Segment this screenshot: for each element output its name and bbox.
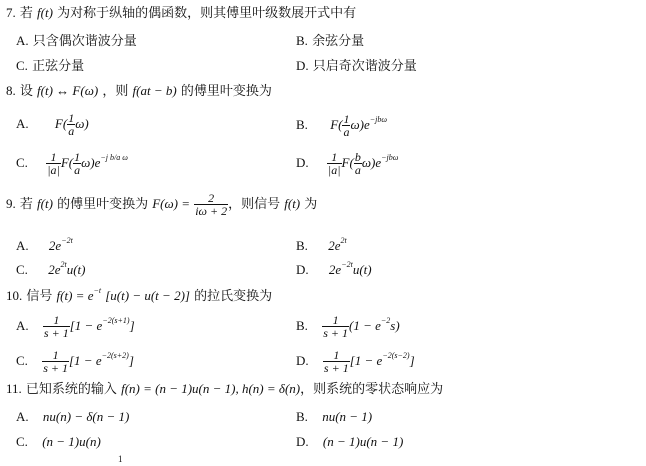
q8c-coef: $\frac{1}{|a|}$ — [47, 150, 60, 177]
q11-number: 11. — [6, 381, 22, 396]
q8-option-b: B. F( $\frac{1}{a}$ $\omega)e^{-jb\omega}$ — [296, 112, 388, 139]
q10-option-d: D. $\frac{1}{s + 1}$ $[1 - e^{-2(s-2)}]$ — [296, 348, 415, 375]
q10-stem: 10. 信号 $f(t) = e^{-t}$ [u(t) − u(t − 2)] 的拉氏变换为 — [6, 286, 273, 304]
q7-option-d: D. 只启奇次谐波分量 — [296, 58, 417, 74]
q10-option-b: B. $\frac{1}{s + 1}$ $(1 - e^{-2}s)$ — [296, 313, 400, 340]
q8b-fraction: $\frac{1}{a}$ — [343, 112, 350, 139]
q8a-fraction: $\frac{1}{a}$ — [68, 111, 75, 138]
q11-option-d: D. (n − 1)u(n − 1) — [296, 434, 404, 449]
q9-fraction: $\frac{2}{i\omega + 2}$ — [195, 191, 228, 218]
q10-option-a: A. $\frac{1}{s + 1}$ $[1 - e^{-2(s+1)}]$ — [16, 313, 135, 340]
q8-option-c: C. $\frac{1}{|a|}$ F( $\frac{1}{a}$ $\omega)e^{-j b/a \omega}$ — [16, 150, 128, 177]
q8-option-a: A. F( $\frac{1}{a}$ ω) — [16, 111, 89, 138]
q8d-fraction: $\frac{b}{a}$ — [354, 150, 361, 177]
q7-option-c: C. 正弦分量 — [16, 58, 85, 74]
q8-number: 8. — [6, 83, 16, 98]
q9-option-c: C. $2e^{2t}u(t)$ — [16, 260, 86, 277]
q9-option-a: A. $2e^{-2t}$ — [16, 236, 73, 253]
q8-option-d: D. $\frac{1}{|a|}$ F( $\frac{b}{a}$ $\omega)e^{-jb\omega}$ — [296, 150, 399, 177]
q10b-fraction: $\frac{1}{s + 1}$ — [323, 313, 348, 340]
q11-option-a: A. nu(n) − δ(n − 1) — [16, 409, 130, 424]
q9-stem: 9. 若 f(t) 的傅里叶变换为 F(ω) = $\frac{2}{i\omega + 2}$ ，则信号 f(t) 为 — [6, 191, 318, 218]
q10d-fraction: $\frac{1}{s + 1}$ — [323, 348, 349, 375]
q7-stem: 7. 若 f(t) 为对称于纵轴的偶函数，则其傅里叶级数展开式中有 — [6, 5, 357, 21]
q10-option-c: C. $\frac{1}{s + 1}$ $[1 - e^{-2(s+2)}]$ — [16, 348, 134, 375]
q7-number: 7. — [6, 5, 16, 20]
q9-option-d: D. $2e^{-2t}u(t)$ — [296, 260, 372, 277]
q11-option-b: B. nu(n − 1) — [296, 409, 373, 424]
q11-stem: 11. 已知系统的输入 f(n) = (n − 1)u(n − 1), h(n) = δ(n)，则系统的零状态响应为 — [6, 381, 444, 397]
q9-option-b: B. $2e^{2t}$ — [296, 236, 347, 253]
q8-stem: 8. 设 f(t) ↔ F(ω) ，则 f(at − b) 的傅里叶变换为 — [6, 83, 272, 99]
page-number: 1 — [118, 454, 123, 464]
q8d-coef: $\frac{1}{|a|}$ — [327, 150, 341, 177]
q11-option-c: C. (n − 1)u(n) — [16, 434, 101, 449]
q7-option-b: B. 余弦分量 — [296, 33, 365, 49]
q7-option-a: A. 只含偶次谐波分量 — [16, 33, 137, 49]
q10a-fraction: $\frac{1}{s + 1}$ — [43, 313, 69, 340]
q10c-fraction: $\frac{1}{s + 1}$ — [43, 348, 68, 375]
q10-number: 10. — [6, 288, 23, 303]
q8c-fraction: $\frac{1}{a}$ — [74, 150, 81, 177]
q9-number: 9. — [6, 196, 16, 211]
